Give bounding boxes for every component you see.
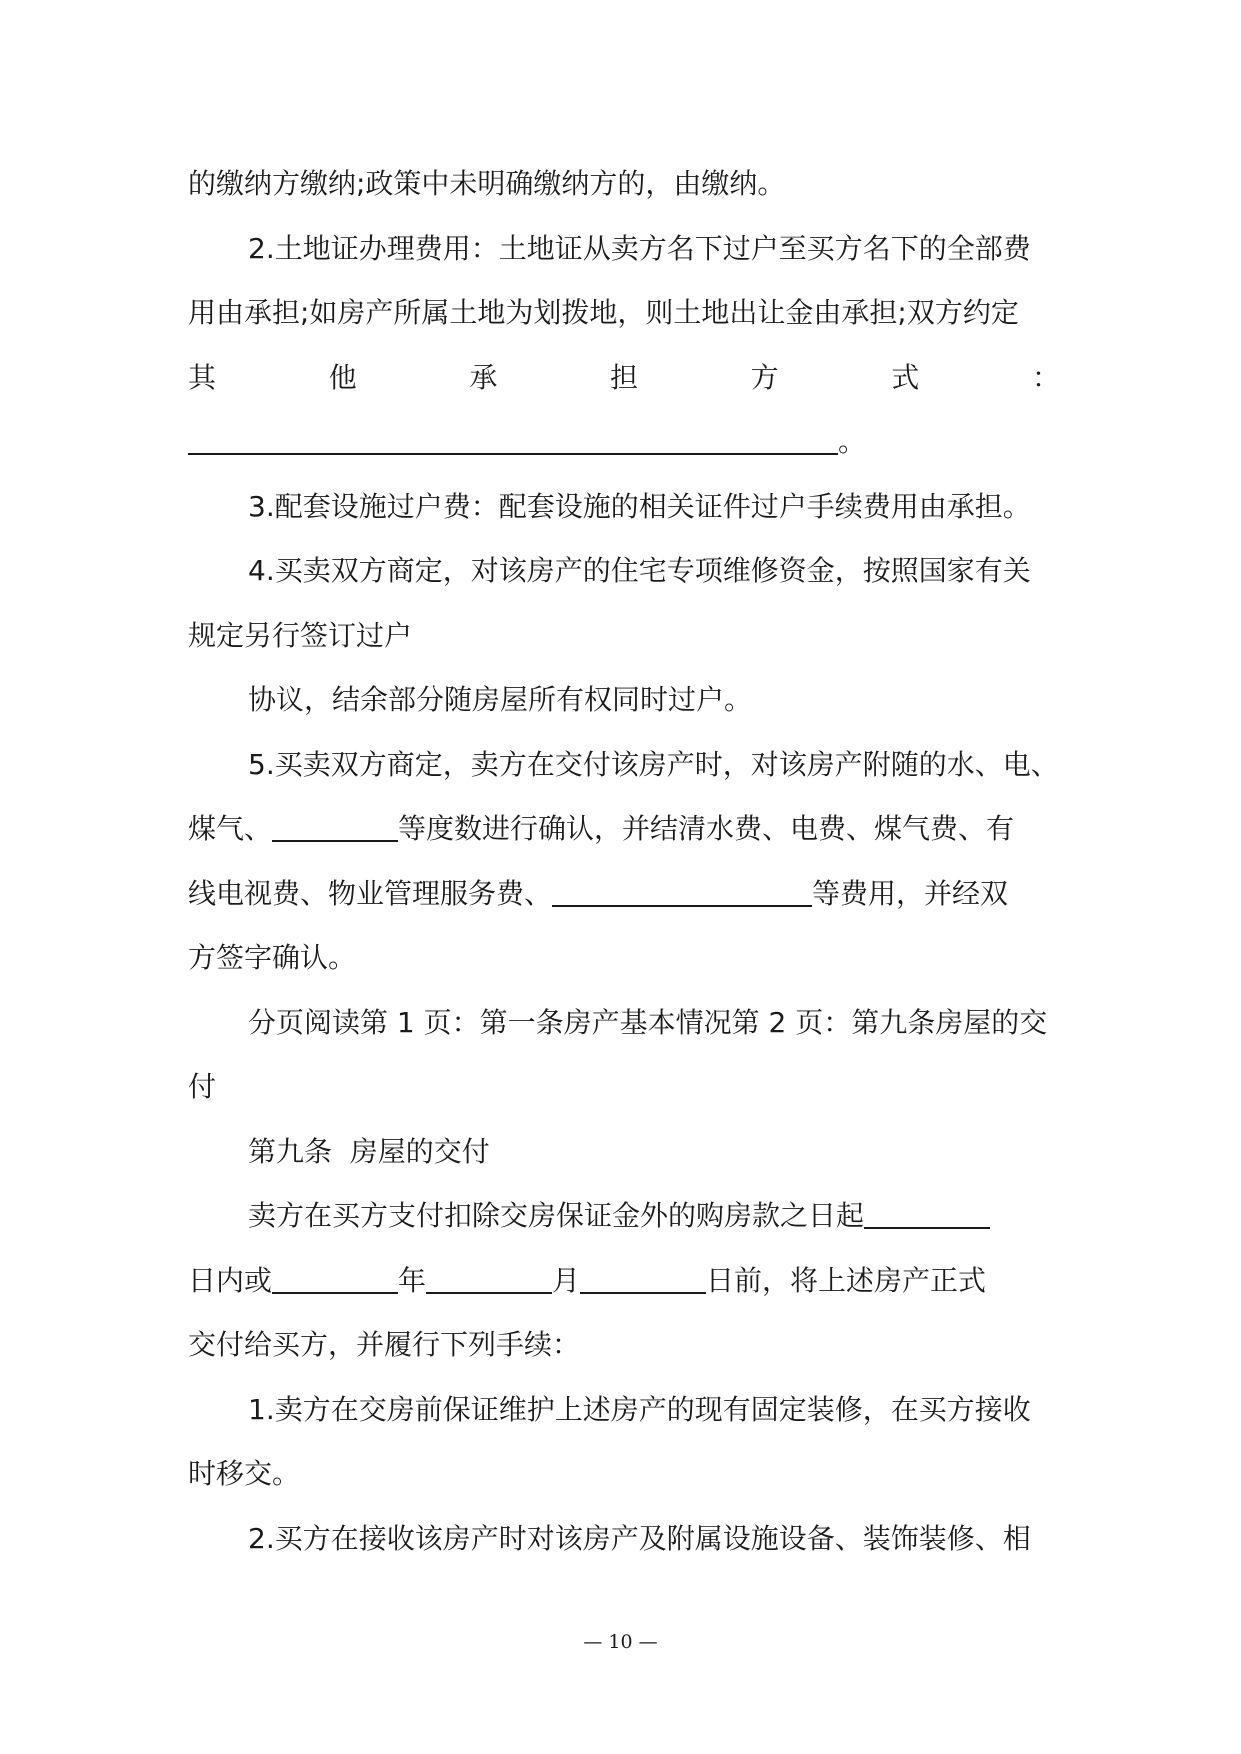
line-text: 。	[838, 425, 867, 458]
paragraph-line	[188, 217, 1060, 282]
line-text: 年	[398, 1263, 427, 1297]
justified-char: 担	[609, 360, 638, 394]
justified-char: 方	[750, 360, 779, 394]
line-text: 交付给买方，并履行下列手续：	[188, 1328, 581, 1361]
paragraph-line	[188, 733, 1060, 798]
document-body	[188, 152, 1060, 1571]
paragraph-line	[188, 1055, 1060, 1120]
paragraph-line	[188, 668, 1060, 733]
line-text: 2.土地证办理费用：土地证从卖方名下过户至买方名下的全部费	[248, 231, 1031, 265]
paragraph-line	[188, 281, 1060, 346]
line-text: 卖方在买方支付扣除交房保证金外的购房款之日起	[248, 1199, 865, 1232]
paragraph-line	[188, 1313, 1060, 1378]
justified-char: 式	[891, 360, 920, 394]
line-text: 4.买卖双方商定，对该房产的住宅专项维修资金，按照国家有关	[248, 554, 1031, 587]
paragraph-line	[188, 410, 1060, 475]
justified-char: 其	[188, 360, 217, 394]
fill-in-blank	[864, 1201, 990, 1229]
line-text: 协议，结余部分随房屋所有权同时过户。	[248, 683, 753, 716]
paragraph-line	[188, 539, 1060, 604]
line-text: 的缴纳方缴纳;政策中未明确缴纳方的，由缴纳。	[188, 167, 786, 200]
section-heading	[188, 1120, 1060, 1185]
paragraph-line	[188, 926, 1060, 991]
line-text: 付	[188, 1070, 217, 1103]
justified-line	[188, 346, 1060, 411]
paragraph-line	[188, 1184, 1060, 1249]
paragraph-line	[188, 1507, 1060, 1572]
line-text: 时移交。	[188, 1457, 301, 1490]
paragraph-line	[188, 152, 1060, 217]
line-text: 日前，将上述房产正式	[706, 1263, 987, 1297]
line-text: 3.配套设施过户费：配套设施的相关证件过户手续费用由承担。	[248, 489, 1031, 523]
fill-in-blank	[188, 427, 838, 455]
paragraph-line	[188, 1249, 1060, 1314]
line-text: 等费用，并经双	[812, 876, 1009, 910]
line-text: 方签字确认。	[188, 941, 357, 974]
paragraph-line	[188, 1378, 1060, 1443]
line-text: 规定另行签订过户	[188, 618, 413, 652]
justified-char: 承	[469, 360, 498, 394]
line-text: 月	[552, 1263, 581, 1297]
line-text: 2.买方在接收该房产时对该房产及附属设施设备、装饰装修、相	[248, 1521, 1031, 1555]
justified-char: ：	[1031, 360, 1060, 394]
paragraph-line	[188, 797, 1060, 862]
justified-char: 他	[328, 360, 357, 394]
fill-in-blank	[272, 814, 398, 842]
line-text: 5.买卖双方商定，卖方在交付该房产时，对该房产附随的水、电、	[248, 747, 1059, 781]
line-text: 等度数进行确认，并结清水费、电费、煤气费、有	[398, 812, 1015, 845]
page-number: — 10 —	[583, 1631, 658, 1653]
line-text: 用由承担;如房产所属土地为划拨地，则土地出让金由承担;双方约定	[188, 296, 1019, 329]
line-text: 1.卖方在交房前保证维护上述房产的现有固定装修，在买方接收	[248, 1392, 1031, 1426]
paragraph-line	[188, 604, 1060, 669]
line-text: 分页阅读第 1 页：第一条房产基本情况第 2 页：第九条房屋的交	[248, 1005, 1048, 1039]
fill-in-blank	[580, 1266, 706, 1294]
line-text: 线电视费、物业管理服务费、	[188, 876, 553, 910]
paragraph-line	[188, 862, 1060, 927]
paragraph-line	[188, 991, 1060, 1056]
fill-in-blank	[272, 1266, 398, 1294]
paragraph-line	[188, 1442, 1060, 1507]
fill-in-blank	[552, 879, 812, 907]
paragraph-line	[188, 475, 1060, 540]
fill-in-blank	[426, 1266, 552, 1294]
line-text: 日内或	[188, 1263, 273, 1297]
line-text: 煤气、	[188, 812, 273, 845]
line-text: 第九条 房屋的交付	[248, 1134, 490, 1168]
